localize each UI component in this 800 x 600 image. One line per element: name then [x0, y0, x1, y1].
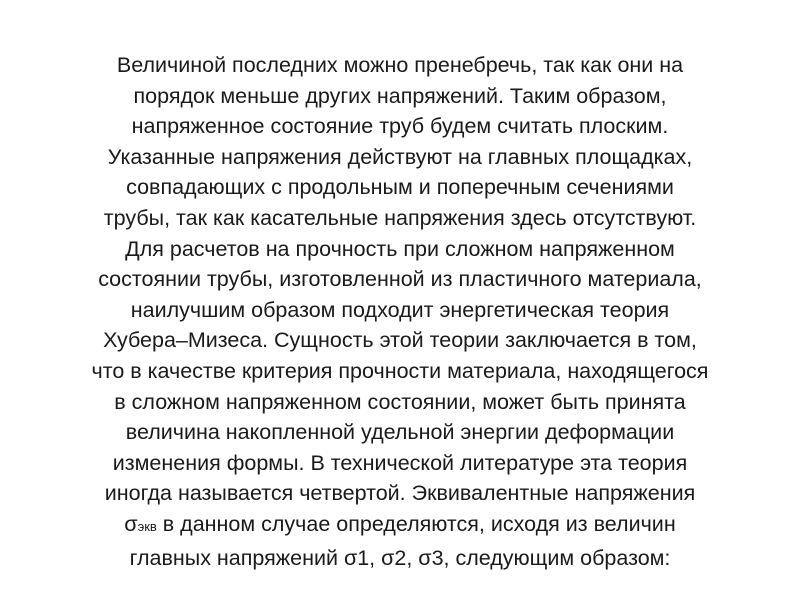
- sigma-symbol: σ: [124, 511, 138, 536]
- text-line-6: трубы, так как касательные напряжения здесь отсутствуют.: [103, 205, 697, 230]
- sigma-subscript: экв: [137, 518, 157, 534]
- text-line-11: что в качестве критерия прочности материала, находящегося: [91, 358, 709, 383]
- text-line-4: Указанные напряжения действуют на главных площадках,: [107, 144, 693, 169]
- body-text: [40, 50, 760, 573]
- text-line-10: Хубера–Мизеса. Сущность этой теории заключается в том,: [103, 328, 697, 353]
- text-line-8: состоянии трубы, изготовленной из пластичного материала,: [98, 267, 702, 292]
- text-line-2: порядок меньше других напряжений. Таким образом,: [133, 83, 667, 108]
- text-line-16: [40, 509, 760, 543]
- text-line-13: величина накопленной удельной энергии деформации: [125, 420, 675, 445]
- text-line-5: совпадающих с продольным и поперечным сечениями: [126, 175, 674, 200]
- text-line-14: изменения формы. В технической литературе эта теория: [112, 450, 688, 475]
- text-line-16-rest: в данном случае определяются, исходя из величин: [156, 511, 676, 536]
- text-line-1: Величиной последних можно пренебречь, так как они на: [116, 53, 684, 77]
- text-line-12: в сложном напряженном состоянии, может быть принята: [114, 389, 686, 414]
- text-line-15: иногда называется четвертой. Эквивалентные напряжения: [104, 481, 696, 506]
- text-line-7: Для расчетов на прочность при сложном напряженном: [125, 236, 675, 261]
- text-line-9: наилучшим образом подходит энергетическая теория: [130, 297, 670, 322]
- text-line-3: напряженное состояние труб будем считать плоским.: [131, 114, 669, 139]
- text-line-17: главных напряжений σ1, σ2, σ3, следующим образом:: [129, 545, 671, 570]
